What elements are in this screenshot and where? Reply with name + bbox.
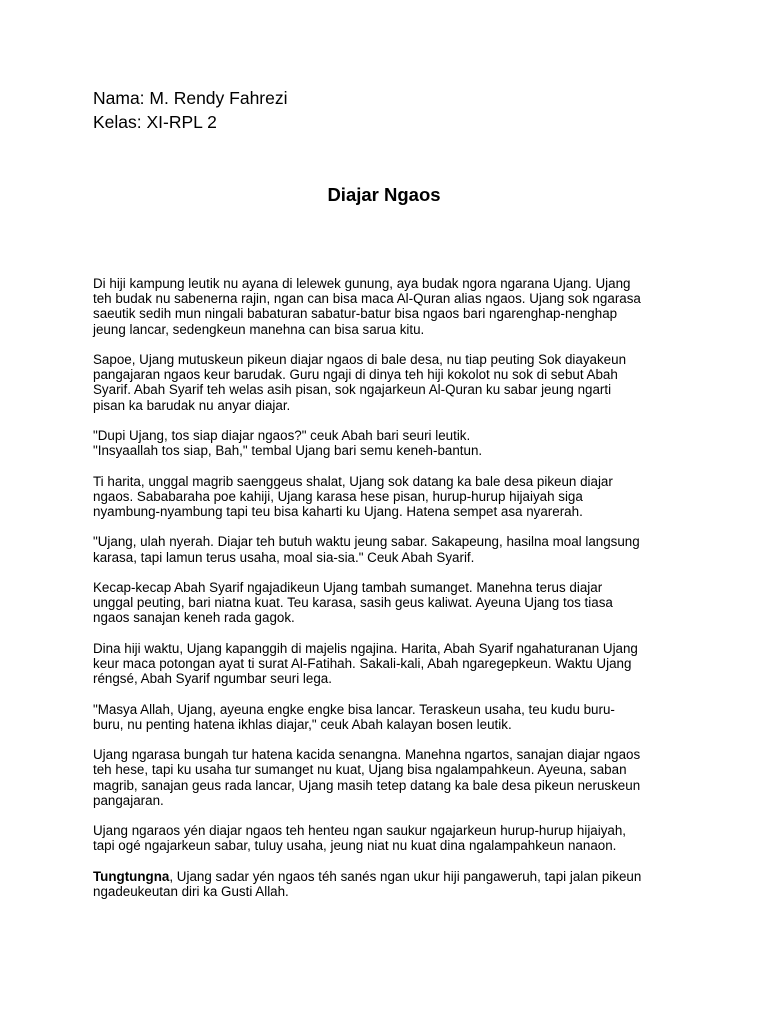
paragraph-line: keur maca potongan ayat ti surat Al-Fatihah. Sakali-kali, Abah ngaregepkeun. Waktu Ujang	[93, 655, 632, 671]
paragraph-line: pisan ka barudak nu anyar diajar.	[93, 397, 291, 413]
paragraph-line: réngsé, Abah Syarif ngumbar seuri lega.	[93, 671, 332, 687]
paragraph-line: teh budak nu sabenerna rajin, ngan can bisa maca Al-Quran alias ngaos. Ujang sok ngarasa	[93, 291, 641, 307]
paragraph-line: nyambung-nyambung tapi teu bisa kaharti ku Ujang. Hatena sempet asa nyarerah.	[93, 504, 583, 519]
paragraph-line: ngadeukeutan diri ka Gusti Allah.	[93, 883, 289, 899]
story-paragraph	[93, 823, 683, 853]
paragraph-line	[93, 869, 683, 884]
story-paragraph	[93, 534, 683, 564]
story-paragraphs	[93, 276, 683, 854]
paragraph-line: Sapoe, Ujang mutuskeun pikeun diajar ngaos di bale desa, nu tiap peuting Sok diayakeun	[93, 352, 627, 367]
story-paragraph	[93, 747, 683, 808]
paragraph-line: pangajaran ngaos keur barudak. Guru ngaji di dinya teh hiji kokolot nu sok di sebut Abah	[93, 367, 618, 383]
story-paragraph	[93, 352, 683, 413]
paragraph-line: Ujang ngarasa bungah tur hatena kacida senangna. Manehna ngartos, sanajan diajar ngaos	[93, 747, 641, 763]
paragraph-line: buru, nu penting hatena ikhlas diajar," ceuk Abah kalayan bosen leutik.	[93, 716, 512, 732]
paragraph-line: ngaos. Sababaraha poe kahiji, Ujang karasa hese pisan, hurup-hurup hijaiyah siga	[93, 488, 583, 504]
paragraph-line: Ti harita, unggal magrib saenggeus shalat, Ujang sok datang ka bale desa pikeun diajar	[93, 473, 613, 489]
paragraph-line: Syarif. Abah Syarif teh welas asih pisan, sok ngajarkeun Al-Quran ku sabar jeung ngarti	[93, 382, 612, 398]
conclusion-paragraph	[93, 869, 683, 899]
story-body	[93, 276, 683, 914]
paragraph-line: ngaos sanajan keneh rada gagok.	[93, 610, 295, 626]
paragraph-line: karasa, tapi lamun terus usaha, moal sia-sia." Ceuk Abah Syarif.	[93, 549, 475, 565]
story-paragraph	[93, 428, 683, 458]
student-name: Nama: M. Rendy Fahrezi	[93, 88, 288, 108]
paragraph-line: unggal peuting, bari niatna kuat. Teu karasa, sasih geus kaliwat. Ayeuna Ujang tos tiasa	[93, 595, 613, 611]
paragraph-line: tapi ogé ngajarkeun sabar, tuluy usaha, jeung niat nu kuat dina ngalampahkeun nanaon.	[93, 838, 617, 854]
student-class: Kelas: XI-RPL 2	[93, 112, 217, 132]
story-paragraph	[93, 580, 683, 626]
paragraph-line: "Insyaallah tos siap, Bah," tembal Ujang bari semu keneh-bantun.	[93, 443, 483, 459]
conclusion-bold-word: Tungtungna	[93, 868, 170, 884]
paragraph-line: jeung lancar, sedengkeun manehna can bisa sarua kitu.	[93, 321, 425, 337]
story-paragraph	[93, 474, 683, 520]
paragraph-line: pangajaran.	[93, 792, 164, 808]
paragraph-line: "Masya Allah, Ujang, ayeuna engke engke bisa lancar. Teraskeun usaha, teu kudu buru-	[93, 701, 615, 717]
paragraph-line: Dina hiji waktu, Ujang kapanggih di majelis ngajina. Harita, Abah Syarif ngahaturanan Ujang	[93, 640, 638, 656]
paragraph-line: "Ujang, ulah nyerah. Diajar teh butuh waktu jeung sabar. Sakapeung, hasilna moal langsung	[93, 534, 640, 550]
student-info	[93, 86, 288, 134]
paragraph-line: Kecap-kecap Abah Syarif ngajadikeun Ujang tambah sumanget. Manehna terus diajar	[93, 579, 603, 595]
paragraph-line: Ujang ngaraos yén diajar ngaos teh henteu ngan saukur ngajarkeun hurup-hurup hijaiyah,	[93, 823, 627, 839]
story-paragraph	[93, 702, 683, 732]
paragraph-line: magrib, sanajan geus rada lancar, Ujang masih tetep datang ka bale desa pikeun neruskeun	[93, 777, 641, 793]
paragraph-line: "Dupi Ujang, tos siap diajar ngaos?" ceuk Abah bari seuri leutik.	[93, 428, 471, 443]
story-paragraph	[93, 641, 683, 687]
paragraph-line: Di hiji kampung leutik nu ayana di lelewek gunung, aya budak ngora ngarana Ujang. Ujang	[93, 276, 631, 291]
paragraph-line: saeutik sedih mun ningali babaturan sabatur-batur bisa ngaos bari ngarenghap-nenghap	[93, 306, 618, 322]
conclusion-line-rest: , Ujang sadar yén ngaos téh sanés ngan ukur hiji pangaweruh, tapi jalan pikeun	[169, 868, 642, 884]
paragraph-line: teh hese, tapi ku usaha tur sumanget nu kuat, Ujang bisa ngalampahkeun. Ayeuna, saban	[93, 762, 627, 778]
story-paragraph	[93, 276, 683, 337]
document-title: Diajar Ngaos	[327, 184, 441, 205]
